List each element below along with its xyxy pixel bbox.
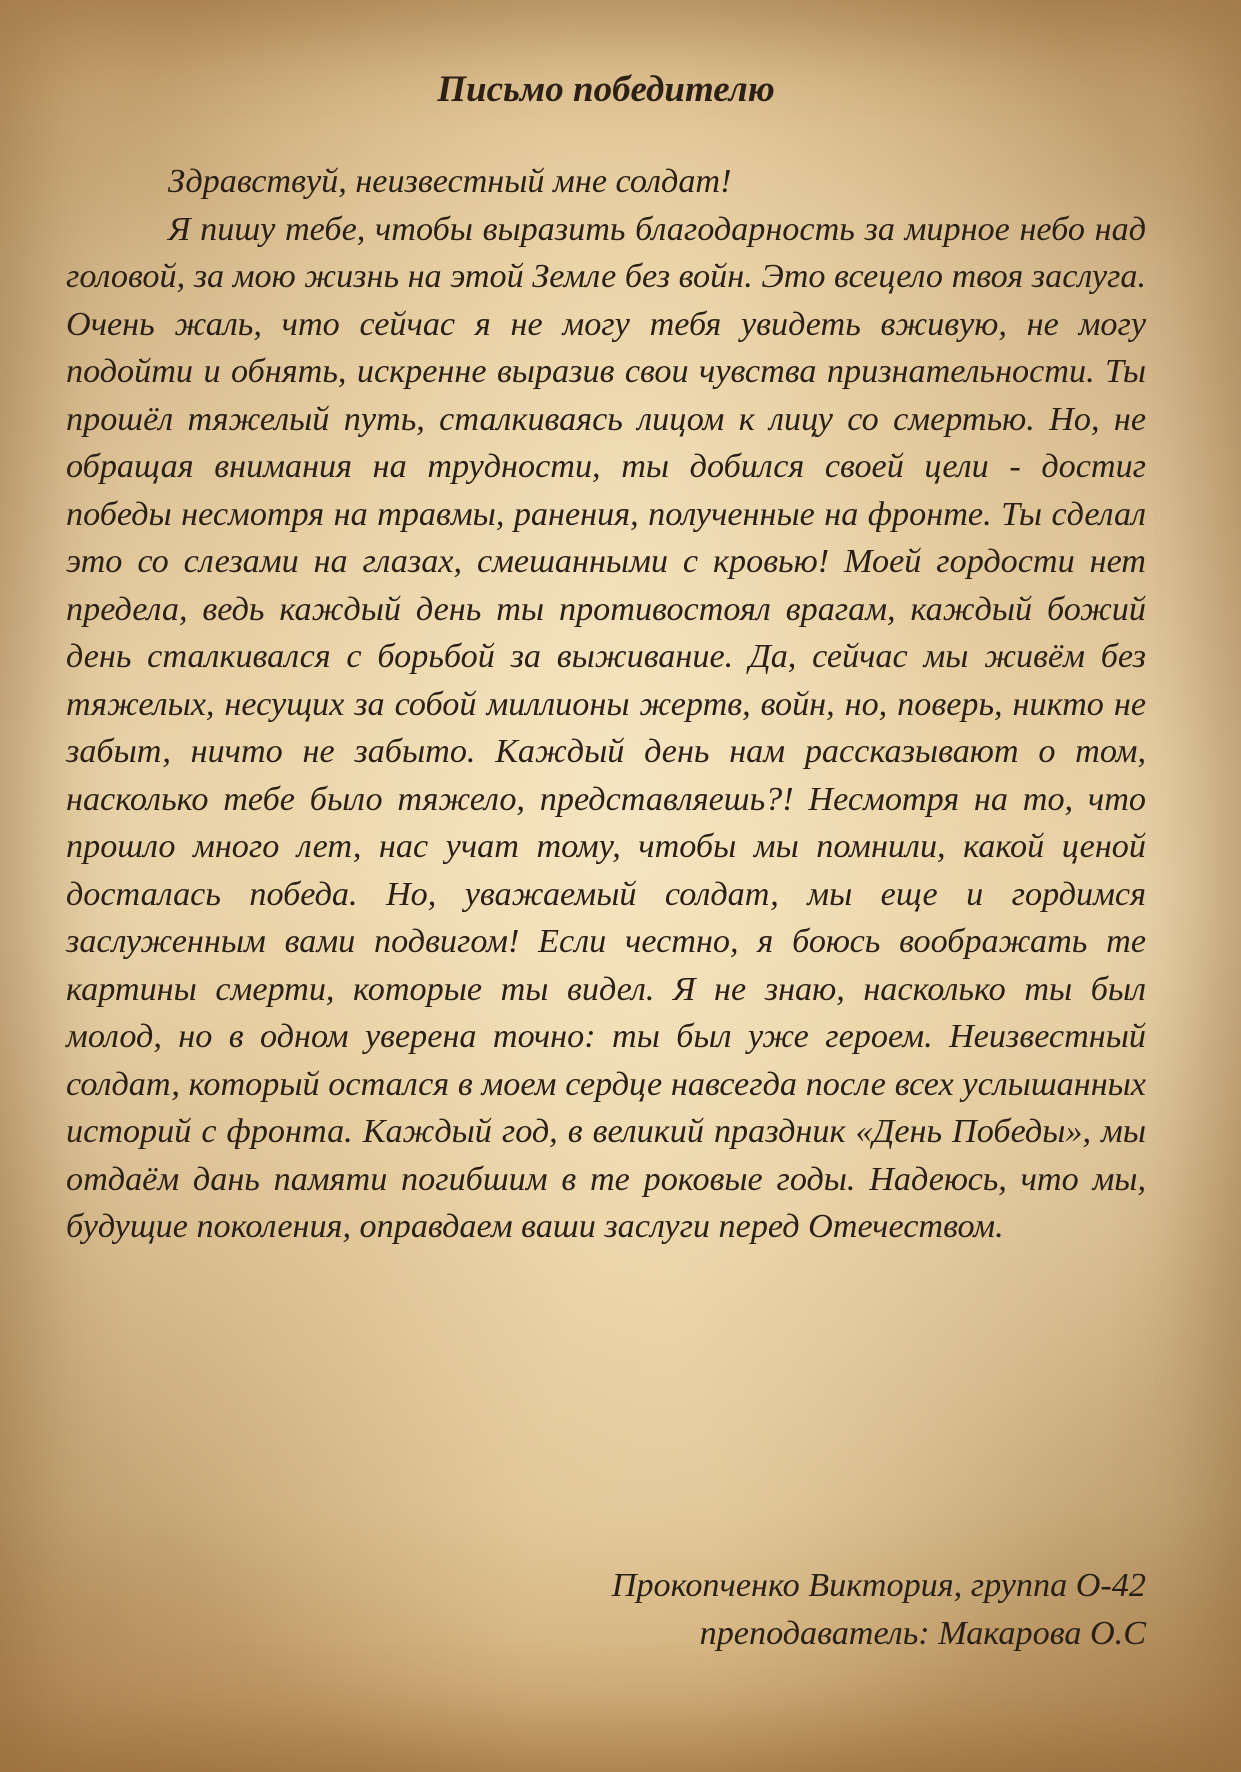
letter-paragraph: Я пишу тебе, чтобы выразить благодарность за мирное небо над головой, за мою жизнь на этой Земле без войн. Это всецело твоя заслуга. Очень жаль, что сейчас я не могу тебя увидеть вживую, не могу подойти и обнять, искренне выразив свои чувства признательности. Ты прошёл тяжелый путь, сталкиваясь лицом к лицу со смертью. Но, не обращая внимания на трудности, ты добился своей цели - достиг победы несмотря на травмы, ранения, полученные на фронте. Ты сделал это со слезами на глазах, смешанными с кровью! Моей гордости нет предела, ведь каждый день ты противостоял врагам, каждый божий день сталкивался с борьбой за выживание. Да, сейчас мы живём без тяжелых, несущих за собой миллионы жертв, войн, но, поверь, никто не забыт, ничто не забыто. Каждый день нам рассказывают о том, насколько тебе было тяжело, представляешь?! Несмотря на то, что прошло много лет, нас учат тому, чтобы мы помнили, какой ценой досталась победа. Но, уважаемый солдат, мы еще и гордимся заслуженным вами подвигом! Если честно, я боюсь воображать те картины смерти, которые ты видел. Я не знаю, насколько ты был молод, но в одном уверена точно: ты был уже героем. Неизвестный солдат, который остался в моем сердце навсегда после всех услышанных историй с фронта. Каждый год, в великий праздник «День Победы», мы отдаём дань памяти погибшим в те роковые годы. Надеюсь, что мы, будущие поколения, оправдаем ваши заслуги перед Отечеством. xyxy=(66,210,1146,1245)
signature-teacher: преподаватель: Макарова О.С xyxy=(699,1615,1146,1652)
letter-title: Письмо победителю xyxy=(437,69,775,110)
signature-block xyxy=(66,1562,1146,1658)
letter-body xyxy=(66,158,1146,1251)
letter-greeting: Здравствуй, неизвестный мне солдат! xyxy=(168,163,732,200)
signature-author: Прокопченко Виктория, группа О-42 xyxy=(611,1567,1146,1604)
